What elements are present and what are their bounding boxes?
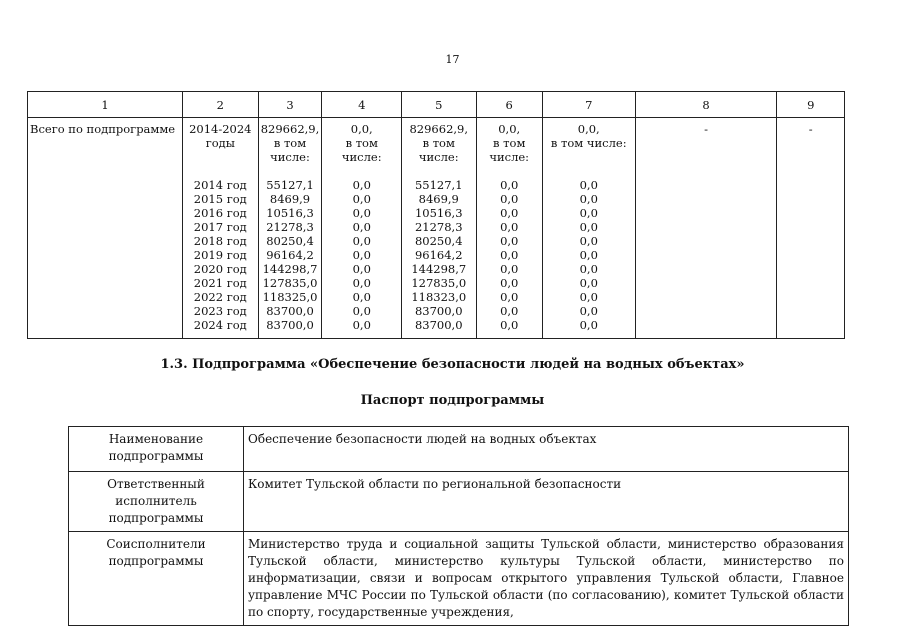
table-cell-value: 0,0 [579,262,598,276]
section-heading: 1.3. Подпрограмма «Обеспечение безопасности людей на водных объектах» [160,357,745,372]
budget-table [27,91,845,339]
passport-heading: Паспорт подпрограммы [360,393,545,408]
col5-cell [402,118,476,339]
table-cell-value: 0,0 [579,220,598,234]
table-cell-value: 80250,4 [414,234,463,248]
table-cell-value: 0,0 [500,206,519,220]
table-cell-value: 2019 год [193,248,247,262]
table-cell-value: 144298,7 [411,262,467,276]
table-cell-value: 0,0 [579,248,598,262]
table-cell-value: 2022 год [193,290,247,304]
table-cell-value: 0,0 [579,234,598,248]
table-cell-value: 0,0 [352,262,371,276]
table-cell-value: 0,0 [500,276,519,290]
passport-label: Наименование подпрограммы [69,427,244,472]
column-number: 3 [258,92,322,118]
col6-values [479,178,540,332]
table-cell-value: 2024 год [193,318,247,332]
col9-cell [777,118,845,339]
col5-total: 829662,9, в том числе: [409,122,469,164]
col4-values [324,178,399,332]
table-cell-value: 0,0 [579,178,598,192]
col8-cell [635,118,777,339]
table-cell-value: 2021 год [193,276,247,290]
passport-label: Соисполнители подпрограммы [69,532,244,626]
col3-cell [258,118,322,339]
column-number-row [28,92,845,118]
table-cell-value: 0,0 [352,192,371,206]
table-cell-value: 0,0 [579,290,598,304]
table-cell-value: 118325,0 [262,290,318,304]
passport-row [69,472,849,532]
page-number: 17 [445,53,460,66]
table-cell-value: 83700,0 [414,318,463,332]
table-cell-value: 0,0 [352,220,371,234]
table-cell-value: 83700,0 [414,304,463,318]
table-cell-value: 21278,3 [414,220,463,234]
passport-value: Комитет Тульской области по региональной безопасности [244,472,849,532]
table-cell-value: 0,0 [352,318,371,332]
table-cell-value: 0,0 [579,276,598,290]
table-cell-value: 2020 год [193,262,247,276]
column-number: 8 [635,92,777,118]
table-cell-value: 80250,4 [266,234,314,248]
row-title-cell [28,118,183,339]
passport-label: Ответственный исполнитель подпрограммы [69,472,244,532]
table-cell-value: 118323,0 [411,290,467,304]
table-cell-value: 0,0 [500,318,519,332]
table-cell-value: 8469,9 [418,192,459,206]
table-cell-value: 0,0 [500,178,519,192]
table-cell-value: 0,0 [500,234,519,248]
table-cell-value: 2014 год [193,178,247,192]
row-title: Всего по подпрограмме [30,122,176,136]
column-number: 7 [542,92,635,118]
table-cell-value: 2016 год [193,206,247,220]
year-list [185,178,256,332]
table-cell-value: 0,0 [352,290,371,304]
col6-cell [476,118,542,339]
column-number: 2 [183,92,259,118]
table-cell-value: 0,0 [579,206,598,220]
total-row [28,118,845,339]
table-cell-value: 2015 год [193,192,247,206]
col7-values [545,178,633,332]
table-cell-value: 0,0 [352,276,371,290]
table-cell-value: 0,0 [500,262,519,276]
table-cell-value: 10516,3 [266,206,314,220]
period: 2014-2024 годы [189,122,252,150]
table-cell-value: 0,0 [352,178,371,192]
column-number: 1 [28,92,183,118]
table-cell-value: 0,0 [500,248,519,262]
table-cell-value: 127835,0 [262,276,318,290]
table-cell-value: 96164,2 [414,248,463,262]
table-cell-value: 144298,7 [262,262,318,276]
table-cell-value: 127835,0 [411,276,467,290]
table-cell-value: 96164,2 [266,248,314,262]
col3-total: 829662,9, в том числе: [260,122,320,164]
col4-total: 0,0, в том числе: [341,122,382,164]
passport-row [69,532,849,626]
table-cell-value: 0,0 [500,304,519,318]
table-cell-value: 10516,3 [414,206,463,220]
table-cell-value: 21278,3 [266,220,314,234]
table-cell-value: 2023 год [193,304,247,318]
col6-total: 0,0, в том числе: [489,122,530,164]
table-cell-value: 2018 год [193,234,247,248]
table-cell-value: 83700,0 [266,304,314,318]
passport-table [68,426,849,626]
table-cell-value: 0,0 [579,192,598,206]
col7-cell [542,118,635,339]
table-cell-value: 0,0 [352,234,371,248]
col7-total: 0,0, в том числе: [550,122,627,150]
table-cell-value: 8469,9 [269,192,311,206]
table-cell-value: 55127,1 [266,178,314,192]
table-cell-value: 0,0 [579,304,598,318]
table-cell-value: 0,0 [352,206,371,220]
passport-value: Обеспечение безопасности людей на водных объектах [244,427,849,472]
column-number: 9 [777,92,845,118]
col3-values [261,178,320,332]
table-cell-value: 55127,1 [414,178,463,192]
column-number: 4 [322,92,402,118]
passport-row [69,427,849,472]
column-number: 6 [476,92,542,118]
col5-values [404,178,473,332]
table-cell-value: 0,0 [352,304,371,318]
period-cell [183,118,259,339]
table-cell-value: 0,0 [500,290,519,304]
col4-cell [322,118,402,339]
col9-value: - [808,122,813,136]
table-cell-value: 0,0 [500,192,519,206]
table-cell-value: 2017 год [193,220,247,234]
passport-value: Министерство труда и социальной защиты Тульской области, министерство образования Тульской области, министерство культуры Тульской области, министерство по информатизации, связи и вопросам открытого управления Тульской области, Главное управление МЧС России по Тульской области (по согласованию), комитет Тульской области по спорту, государственные учреждения, [244,532,849,626]
table-cell-value: 0,0 [500,220,519,234]
table-cell-value: 0,0 [579,318,598,332]
table-cell-value: 0,0 [352,248,371,262]
column-number: 5 [402,92,476,118]
col8-value: - [704,122,708,136]
table-cell-value: 83700,0 [266,318,314,332]
